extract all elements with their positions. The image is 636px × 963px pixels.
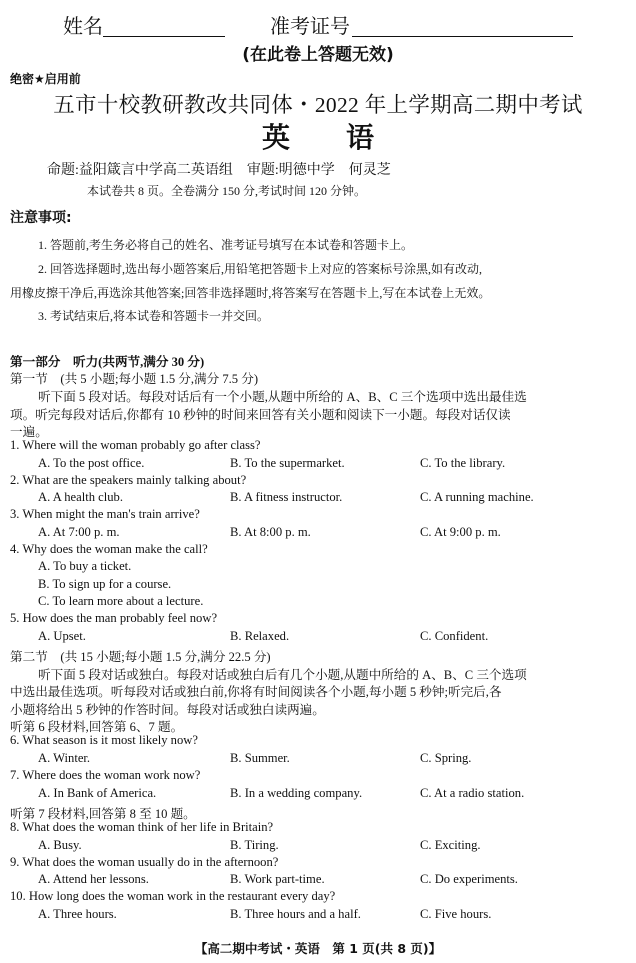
question-5-option-c: C. Confident. bbox=[420, 629, 489, 643]
question-8-option-a: A. Busy. bbox=[38, 838, 82, 852]
exam-info: 本试卷共 8 页。全卷满分 150 分,考试时间 120 分钟。 bbox=[87, 184, 367, 198]
name-label: 姓名 bbox=[63, 14, 103, 38]
question-2-option-b: B. A fitness instructor. bbox=[230, 490, 343, 504]
question-3-option-a: A. At 7:00 p. m. bbox=[38, 525, 120, 539]
question-6-option-c: C. Spring. bbox=[420, 751, 472, 765]
notes-heading: 注意事项: bbox=[10, 210, 72, 226]
section2-instruction-line: 小题将给出 5 秒钟的作答时间。每段对话或独白读两遍。 bbox=[10, 703, 325, 717]
subject-title: 英 语 bbox=[261, 121, 374, 154]
exam-title: 五市十校教研教改共同体・2022 年上学期高二期中考试 bbox=[53, 93, 583, 117]
question-7-option-a: A. In Bank of America. bbox=[38, 786, 157, 800]
question-10: 10. How long does the woman work in the restaurant every day? bbox=[10, 889, 336, 903]
note-item: 用橡皮擦干净后,再选涂其他答案;回答非选择题时,将答案写在答题卡上,写在本试卷上无效。 bbox=[10, 286, 491, 300]
question-1-option-c: C. To the library. bbox=[420, 456, 506, 470]
ticket-label: 准考证号 bbox=[270, 14, 350, 38]
part1-heading: 第一部分 听力(共两节,满分 30 分) bbox=[10, 355, 205, 369]
question-1-option-a: A. To the post office. bbox=[38, 456, 145, 470]
material-7-instruction: 听第 7 段材料,回答第 8 至 10 题。 bbox=[10, 807, 196, 821]
question-10-option-c: C. Five hours. bbox=[420, 907, 492, 921]
ticket-blank-line bbox=[352, 36, 573, 37]
section2-instruction-line: 中选出最佳选项。听每段对话或独白前,你将有时间阅读各个小题,每小题 5 秒钟;听完后,各 bbox=[10, 685, 502, 699]
question-1: 1. Where will the woman probably go after class? bbox=[10, 438, 261, 452]
question-1-option-b: B. To the supermarket. bbox=[230, 456, 345, 470]
question-4-option-a: A. To buy a ticket. bbox=[38, 559, 132, 573]
question-5-option-a: A. Upset. bbox=[38, 629, 86, 643]
question-2-option-c: C. A running machine. bbox=[420, 490, 534, 504]
section1-instruction-line: 一遍。 bbox=[10, 425, 48, 439]
question-3-option-b: B. At 8:00 p. m. bbox=[230, 525, 311, 539]
question-6: 6. What season is it most likely now? bbox=[10, 733, 198, 747]
section2-heading: 第二节 (共 15 小题;每小题 1.5 分,满分 22.5 分) bbox=[10, 650, 271, 664]
question-10-option-a: A. Three hours. bbox=[38, 907, 117, 921]
note-item: 2. 回答选择题时,选出每小题答案后,用铅笔把答题卡上对应的答案标号涂黑,如有改动, bbox=[38, 262, 483, 276]
section1-heading: 第一节 (共 5 小题;每小题 1.5 分,满分 7.5 分) bbox=[10, 372, 259, 386]
question-8: 8. What does the woman think of her life in Britain? bbox=[10, 820, 274, 834]
question-3: 3. When might the man's train arrive? bbox=[10, 507, 200, 521]
invalid-notice: (在此卷上答题无效) bbox=[242, 45, 394, 65]
question-6-option-b: B. Summer. bbox=[230, 751, 290, 765]
section1-instruction-line: 听下面 5 段对话。每段对话后有一个小题,从题中所给的 A、B、C 三个选项中选出最佳选 bbox=[38, 390, 527, 404]
question-8-option-c: C. Exciting. bbox=[420, 838, 481, 852]
secret-mark: 绝密★启用前 bbox=[10, 72, 81, 86]
question-9-option-c: C. Do experiments. bbox=[420, 872, 518, 886]
section1-instruction-line: 项。听完每段对话后,你都有 10 秒钟的时间来回答有关小题和阅读下一小题。每段对话仅读 bbox=[10, 408, 511, 422]
question-9: 9. What does the woman usually do in the afternoon? bbox=[10, 855, 279, 869]
note-item: 1. 答题前,考生务必将自己的姓名、准考证号填写在本试卷和答题卡上。 bbox=[38, 238, 414, 252]
material-6-instruction: 听第 6 段材料,回答第 6、7 题。 bbox=[10, 720, 184, 734]
question-7: 7. Where does the woman work now? bbox=[10, 768, 201, 782]
question-9-option-b: B. Work part-time. bbox=[230, 872, 325, 886]
question-7-option-b: B. In a wedding company. bbox=[230, 786, 363, 800]
name-blank-line bbox=[103, 36, 225, 37]
question-6-option-a: A. Winter. bbox=[38, 751, 91, 765]
question-3-option-c: C. At 9:00 p. m. bbox=[420, 525, 501, 539]
section2-instruction-line: 听下面 5 段对话或独白。每段对话或独白后有几个小题,从题中所给的 A、B、C 三个选项 bbox=[38, 668, 527, 682]
question-8-option-b: B. Tiring. bbox=[230, 838, 279, 852]
question-4-option-b: B. To sign up for a course. bbox=[38, 577, 172, 591]
question-4-option-c: C. To learn more about a lecture. bbox=[38, 594, 204, 608]
question-5-option-b: B. Relaxed. bbox=[230, 629, 290, 643]
question-5: 5. How does the man probably feel now? bbox=[10, 611, 218, 625]
question-7-option-c: C. At a radio station. bbox=[420, 786, 525, 800]
question-4: 4. Why does the woman make the call? bbox=[10, 542, 208, 556]
question-10-option-b: B. Three hours and a half. bbox=[230, 907, 361, 921]
question-9-option-a: A. Attend her lessons. bbox=[38, 872, 149, 886]
note-item: 3. 考试结束后,将本试卷和答题卡一并交回。 bbox=[38, 309, 270, 323]
question-2-option-a: A. A health club. bbox=[38, 490, 123, 504]
question-2: 2. What are the speakers mainly talking about? bbox=[10, 473, 247, 487]
page-footer: 【高二期中考试・英语 第 1 页(共 8 页)】 bbox=[194, 941, 442, 956]
exam-credits: 命题:益阳箴言中学高二英语组 审题:明德中学 何灵芝 bbox=[47, 163, 391, 178]
